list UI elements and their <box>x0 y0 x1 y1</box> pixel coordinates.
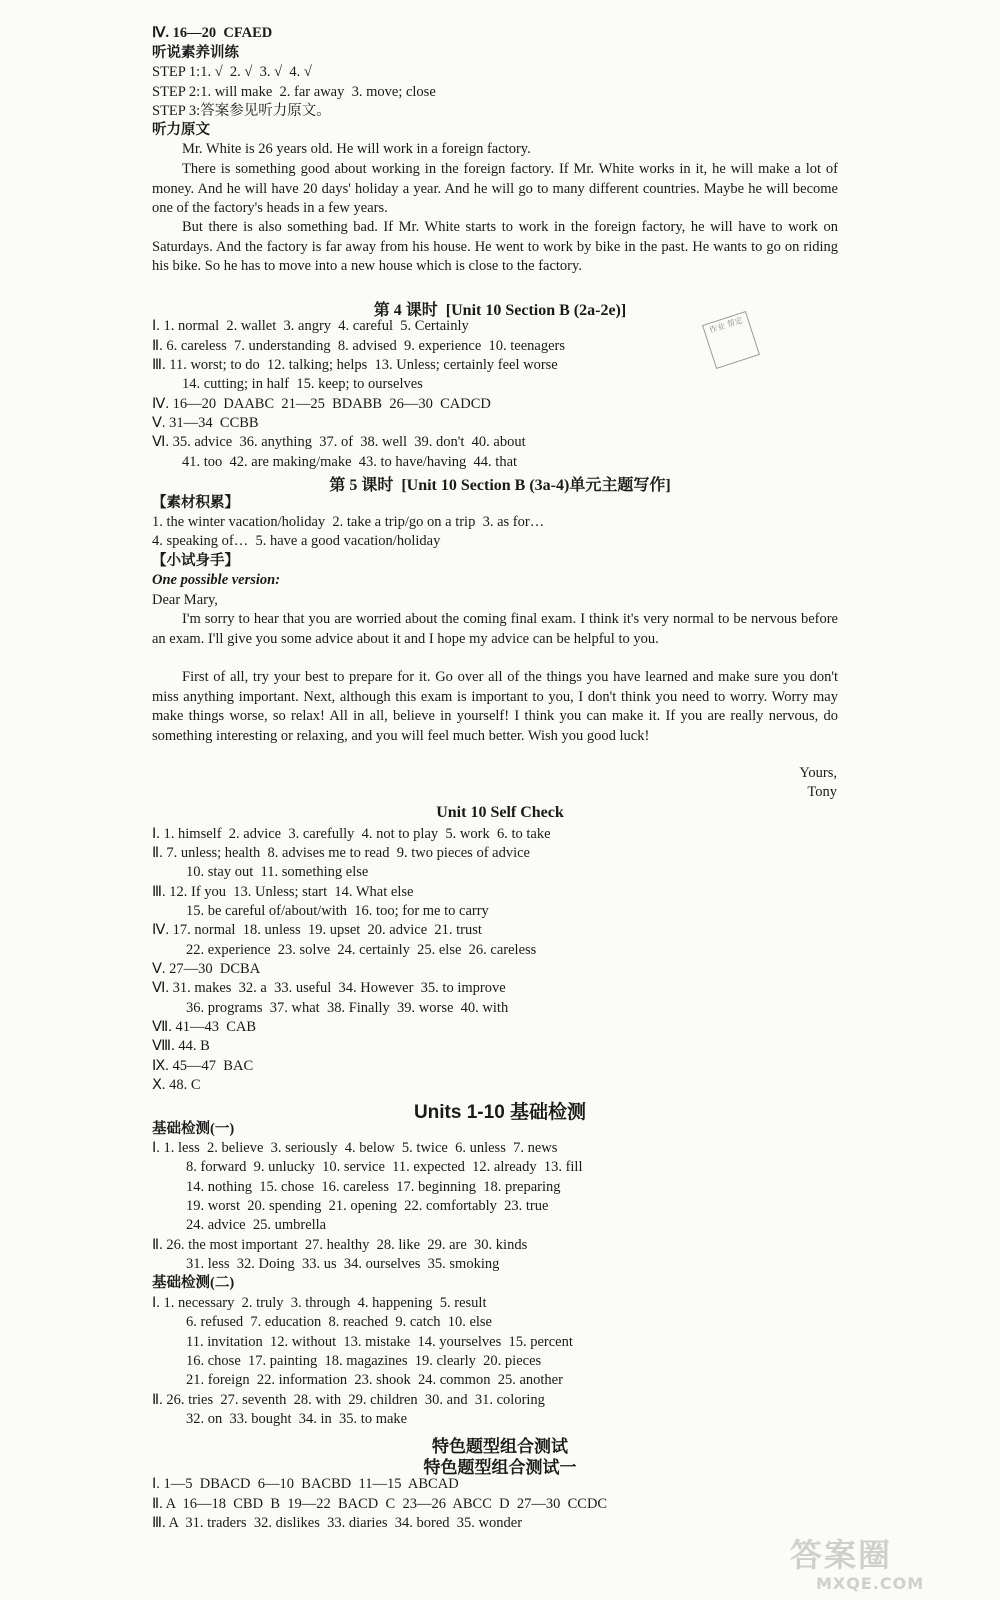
answer-line: Ⅱ. A 16—18 CBD B 19—22 BACD C 23—26 ABCC D 27—30 CCDC <box>152 1496 608 1512</box>
special-test-subtitle: 特色题型组合测试一 <box>423 1458 577 1477</box>
answer-line: 14. nothing 15. chose 16. careless 17. beginning 18. preparing <box>186 1179 561 1195</box>
special-test-title: 特色题型组合测试 <box>432 1437 568 1456</box>
answer-line: Ⅳ. 17. normal 18. unless 19. upset 20. advice 21. trust <box>152 922 482 938</box>
letter-closing: Yours, <box>799 765 837 781</box>
section-label-transcript: 听力原文 <box>152 122 210 138</box>
transcript-paragraph: There is something good about working in the foreign factory. If Mr. White works in it, he will make a lot of money. And he will have 20 days' holiday a year. And he will go to many different countries. Maybe he will become one of the factory's heads in a few years. <box>152 161 838 217</box>
answer-line: Ⅶ. 41—43 CAB <box>152 1019 257 1035</box>
answer-line: Ⅱ. 7. unless; health 8. advises me to read 9. two pieces of advice <box>152 845 530 861</box>
answer-line: Ⅵ. 31. makes 32. a 33. useful 34. However 35. to improve <box>152 980 506 996</box>
units-test-title: Units 1-10 基础检测 <box>413 1102 587 1123</box>
answer-line: Ⅳ. 16—20 CFAED <box>152 25 273 41</box>
answer-line: 15. be careful of/about/with 16. too; for me to carry <box>186 903 489 919</box>
test-subtitle: 基础检测(二) <box>152 1275 235 1291</box>
letter-paragraph: First of all, try your best to prepare for it. Go over all of the things you have learned and make sure you don't miss anything important. Next, although this exam is important to you, I don't think you need to worry. Worry may make things worse, so relax! All in all, believe in yourself! I think you can make it. If you are really nervous, do something interesting or relaxing, and you will feel much better. Wish you good luck! <box>152 669 838 744</box>
stamp-mark: 作业 帮定 <box>702 311 760 369</box>
transcript-paragraph: Mr. White is 26 years old. He will work in a foreign factory. <box>182 141 531 157</box>
letter-salutation: Dear Mary, <box>152 592 218 608</box>
answer-line: 11. invitation 12. without 13. mistake 14. yourselves 15. percent <box>186 1334 573 1350</box>
self-check-title: Unit 10 Self Check <box>436 804 564 821</box>
answer-line: 16. chose 17. painting 18. magazines 19. clearly 20. pieces <box>186 1353 542 1369</box>
lesson-5-title: 第 5 课时 [Unit 10 Section B (3a-4)单元主题写作] <box>329 477 671 494</box>
answer-line: 19. worst 20. spending 21. opening 22. comfortably 23. true <box>186 1198 549 1214</box>
answer-line: 8. forward 9. unlucky 10. service 11. expected 12. already 13. fill <box>186 1159 583 1175</box>
answer-line: 4. speaking of… 5. have a good vacation/holiday <box>152 533 441 549</box>
answer-line: 6. refused 7. education 8. reached 9. catch 10. else <box>186 1314 492 1330</box>
section-label-listening: 听说素养训练 <box>152 45 239 61</box>
watermark-logo: 答案圈 MXQE.COM <box>790 1536 925 1593</box>
answer-line: Ⅸ. 45—47 BAC <box>152 1058 254 1074</box>
transcript-paragraph: But there is also something bad. If Mr. White starts to work in the foreign factory, he will have to work on Saturdays. And the factory is far away from his house. He went to work by bike in the past. He wants to go on riding his bike. So he has to move into a new house which is close to the factory. <box>152 219 838 275</box>
answer-line: Ⅰ. 1. normal 2. wallet 3. angry 4. careful 5. Certainly <box>152 318 469 334</box>
answer-line: Ⅲ. 11. worst; to do 12. talking; helps 13. Unless; certainly feel worse <box>152 357 558 373</box>
answer-line: Ⅰ. 1. less 2. believe 3. seriously 4. below 5. twice 6. unless 7. news <box>152 1140 558 1156</box>
answer-line: 14. cutting; in half 15. keep; to ourselves <box>182 376 423 392</box>
answer-line: 32. on 33. bought 34. in 35. to make <box>186 1411 408 1427</box>
answer-line: 24. advice 25. umbrella <box>186 1217 327 1233</box>
answer-line: 22. experience 23. solve 24. certainly 25. else 26. careless <box>186 942 537 958</box>
answer-line: Ⅱ. 6. careless 7. understanding 8. advised 9. experience 10. teenagers <box>152 338 565 354</box>
answer-line: Ⅲ. A 31. traders 32. dislikes 33. diaries 34. bored 35. wonder <box>152 1515 523 1531</box>
answer-line: 41. too 42. are making/make 43. to have/having 44. that <box>182 454 518 470</box>
answer-line: Ⅱ. 26. the most important 27. healthy 28. like 29. are 30. kinds <box>152 1237 528 1253</box>
letter-signature: Tony <box>807 784 837 800</box>
answer-line: Ⅱ. 26. tries 27. seventh 28. with 29. children 30. and 31. coloring <box>152 1392 545 1408</box>
answer-line: STEP 3:答案参见听力原文。 <box>152 103 331 119</box>
answer-line: Ⅴ. 27—30 DCBA <box>152 961 261 977</box>
answer-line: 36. programs 37. what 38. Finally 39. worse 40. with <box>186 1000 509 1016</box>
answer-line: 1. the winter vacation/holiday 2. take a trip/go on a trip 3. as for… <box>152 514 545 530</box>
section-label-practice: 【小试身手】 <box>152 553 239 569</box>
answer-line: Ⅴ. 31—34 CCBB <box>152 415 259 431</box>
answer-line: 10. stay out 11. something else <box>186 864 369 880</box>
answer-line: Ⅰ. 1—5 DBACD 6—10 BACBD 11—15 ABCAD <box>152 1476 459 1492</box>
answer-line: Ⅳ. 16—20 DAABC 21—25 BDABB 26—30 CADCD <box>152 396 491 412</box>
answer-line: Ⅲ. 12. If you 13. Unless; start 14. What else <box>152 884 414 900</box>
answer-line: STEP 2:1. will make 2. far away 3. move; close <box>152 84 436 100</box>
answer-line: 31. less 32. Doing 33. us 34. ourselves 35. smoking <box>186 1256 500 1272</box>
test-subtitle: 基础检测(一) <box>152 1121 235 1137</box>
lesson-4-title: 第 4 课时 [Unit 10 Section B (2a-2e)] <box>373 302 627 319</box>
answer-line: Ⅵ. 35. advice 36. anything 37. of 38. well 39. don't 40. about <box>152 434 526 450</box>
answer-line: Ⅷ. 44. B <box>152 1038 210 1054</box>
letter-paragraph: I'm sorry to hear that you are worried about the coming final exam. I think it's very normal to be nervous before an exam. I'll give you some advice about it and I hope my advice can be helpful to you. <box>152 611 838 647</box>
answer-line: STEP 1:1. √ 2. √ 3. √ 4. √ <box>152 64 312 80</box>
section-label-materials: 【素材积累】 <box>152 495 239 511</box>
answer-line: 21. foreign 22. information 23. shook 24. common 25. another <box>186 1372 563 1388</box>
answer-line: Ⅹ. 48. C <box>152 1077 201 1093</box>
answer-line: Ⅰ. 1. himself 2. advice 3. carefully 4. not to play 5. work 6. to take <box>152 826 551 842</box>
version-label: One possible version: <box>152 572 281 588</box>
answer-line: Ⅰ. 1. necessary 2. truly 3. through 4. happening 5. result <box>152 1295 487 1311</box>
